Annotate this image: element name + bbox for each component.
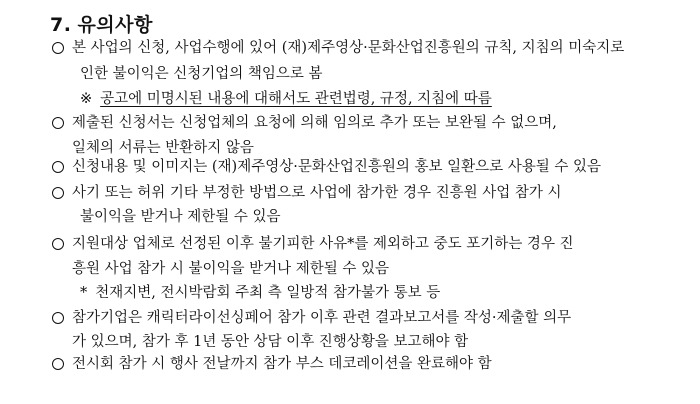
note-mark: * — [80, 285, 88, 301]
item-6-line-2: 가 있으며, 참가 후 1년 동안 상담 이후 진행상황을 보고해야 함 — [72, 334, 469, 350]
item-3-line-1: 신청내용 및 이미지는 (재)제주영상·문화산업진흥원의 홍보 일환으로 사용될 수 있음 — [72, 159, 602, 175]
bullet-circle-icon — [52, 117, 64, 129]
item-1-note — [80, 89, 492, 109]
item-5-note — [80, 283, 440, 303]
item-4-line-1: 사기 또는 허위 기타 부정한 방법으로 사업에 참가한 경우 진흥원 사업 참가 시 — [72, 185, 562, 201]
item-4-line-2: 불이익을 받거나 제한될 수 있음 — [80, 209, 281, 225]
item-2-line-2: 일체의 서류는 반환하지 않음 — [72, 140, 254, 156]
note-text: 천재지변, 전시박람회 주최 측 일방적 참가불가 통보 등 — [95, 285, 441, 301]
bullet-circle-icon — [52, 161, 64, 173]
section-title: 유의사항 — [77, 14, 153, 36]
item-5-line-1: 지원대상 업체로 선정된 이후 불기피한 사유*를 제외하고 중도 포기하는 경우 진 — [72, 236, 574, 252]
item-1-line-2: 인한 불이익은 신청기업의 책임으로 봄 — [80, 66, 323, 82]
item-5-line-2: 흥원 사업 참가 시 불이익을 받거나 제한될 수 있음 — [72, 261, 390, 277]
item-2-line-1: 제출된 신청서는 신청업체의 요청에 의해 임의로 추가 또는 보완될 수 없으며, — [72, 115, 557, 131]
section-number: 7. — [50, 14, 72, 36]
bullet-circle-icon — [52, 187, 64, 199]
item-7-line-1: 전시회 참가 시 행사 전날까지 참가 부스 데코레이션을 완료해야 함 — [72, 356, 492, 372]
bullet-circle-icon — [52, 358, 64, 370]
bullet-circle-icon — [52, 312, 64, 324]
bullet-circle-icon — [52, 238, 64, 250]
note-mark: ※ — [80, 91, 93, 107]
item-1-line-1: 본 사업의 신청, 사업수행에 있어 (재)제주영상·문화산업진흥원의 규칙, 지침의 미숙지로 — [72, 40, 625, 56]
note-text: 공고에 미명시된 내용에 대해서도 관련법령, 규정, 지침에 따름 — [100, 91, 492, 107]
bullet-circle-icon — [52, 42, 64, 54]
section-heading — [50, 10, 153, 37]
item-6-line-1: 참가기업은 캐릭터라이선싱페어 참가 이후 관련 결과보고서를 작성·제출할 의무 — [72, 310, 572, 326]
